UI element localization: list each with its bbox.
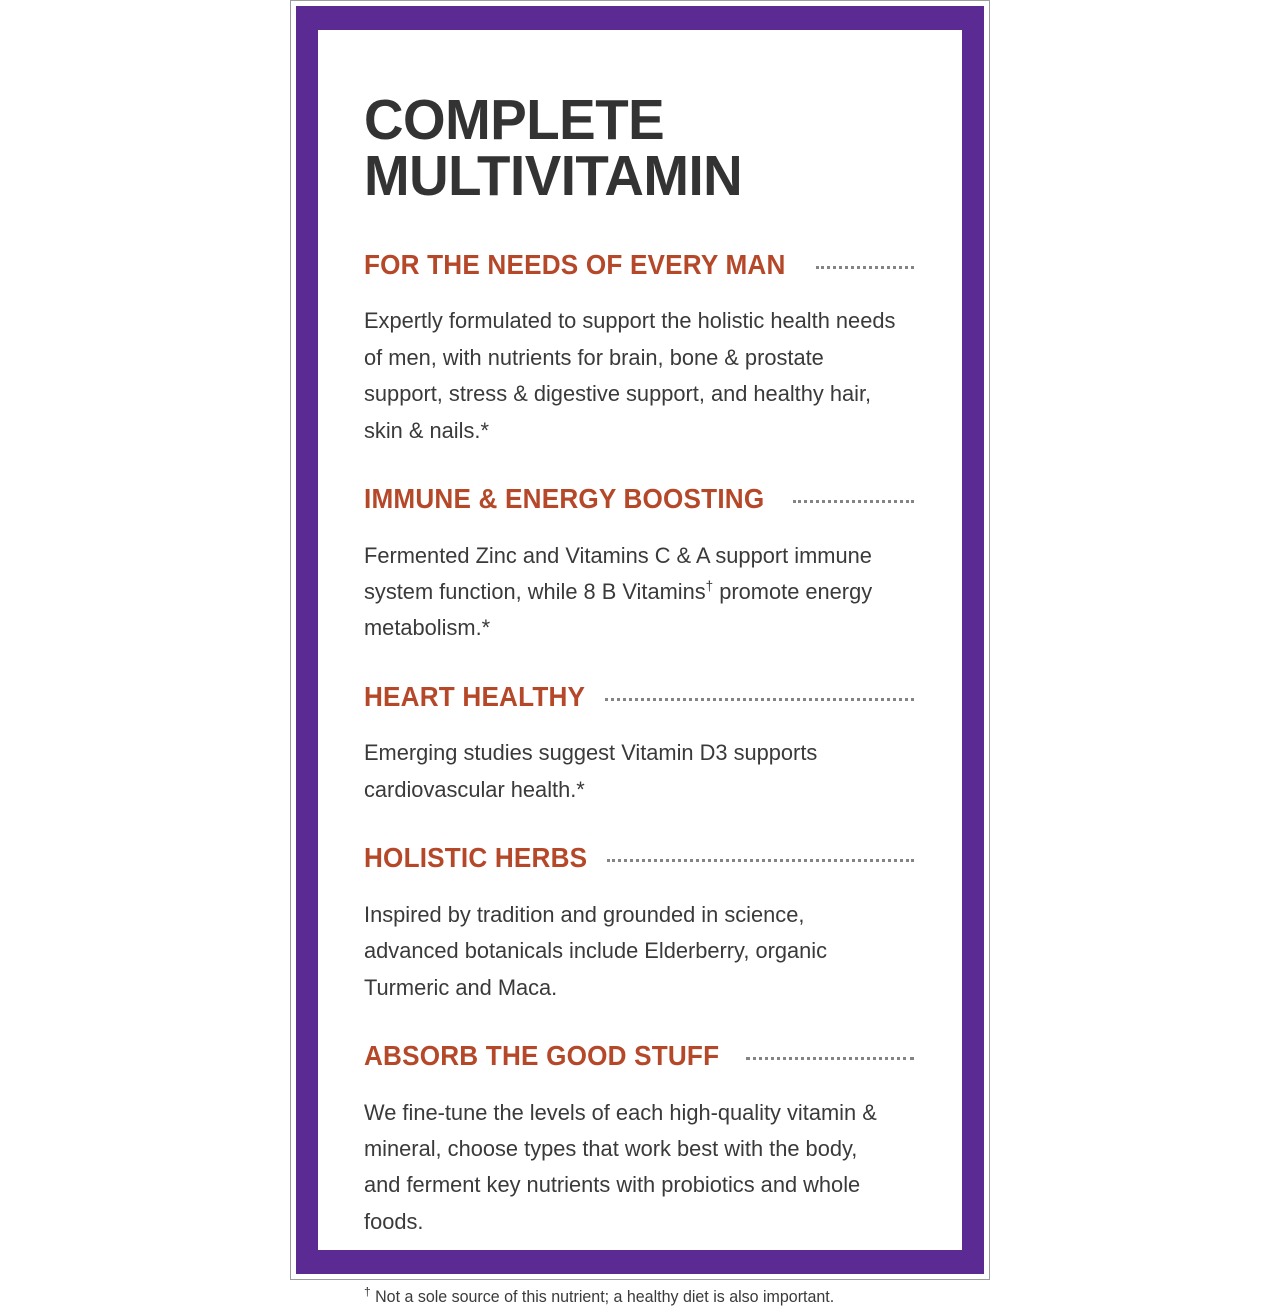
dotted-rule [816,262,914,269]
footnote-dagger-marker: † [364,1284,371,1299]
section-body-text: Expertly formulated to support the holistic health needs of men, with nutrients for brain, bone & prostate support, stress & digestive support, and healthy hair, skin & nails.* [364,308,896,443]
page-title-line-1: COMPLETE [364,88,665,152]
section-absorb-the-good-stuff [364,1040,914,1240]
section-header [364,681,914,713]
section-heading-label: HOLISTIC HERBS [364,842,588,874]
dagger-marker: † [705,577,714,594]
section-heading-label: IMMUNE & ENERGY BOOSTING [364,483,765,515]
page-title [364,88,892,209]
section-for-the-needs-of-every-man [364,249,914,449]
page-right-edge [989,0,990,1280]
page-left-edge [290,0,291,1280]
section-header [364,483,914,515]
page-title-line-2: MULTIVITAMIN [364,144,743,209]
dotted-rule [746,1053,914,1060]
section-header [364,249,914,281]
section-heart-healthy [364,681,914,808]
section-body-part-1: Fermented Zinc and Vitamins C & A support immune system function, while 8 B Vitamins [364,542,872,605]
purple-border-panel [296,6,984,1307]
section-body-text [364,538,898,647]
dotted-rule [605,694,914,701]
dotted-rule [793,496,914,503]
section-body-text: We fine-tune the levels of each high-quality vitamin & mineral, choose types that work best with the body, and ferment key nutrients with probiotics and whole foods. [364,1099,877,1234]
section-holistic-herbs [364,842,914,1006]
section-body-text: Emerging studies suggest Vitamin D3 supports cardiovascular health.* [364,740,818,802]
dotted-rule [607,855,914,862]
page-top-edge [290,0,990,1]
section-body-part-2: promote energy metabolism.* [364,579,873,641]
section-header [364,1040,914,1072]
section-body-text: Inspired by tradition and grounded in science, advanced botanicals include Elderberry, organic Turmeric and Maca. [364,901,828,1000]
section-heading-label: HEART HEALTHY [364,680,586,712]
label-content-area [318,30,962,1307]
section-heading-label: ABSORB THE GOOD STUFF [364,1040,720,1072]
section-heading-label: FOR THE NEEDS OF EVERY MAN [364,248,786,280]
footnote [364,1286,898,1309]
section-header [364,842,914,874]
section-immune-and-energy-boosting [364,483,914,647]
footnote-text: Not a sole source of this nutrient; a healthy diet is also important. [370,1288,835,1307]
